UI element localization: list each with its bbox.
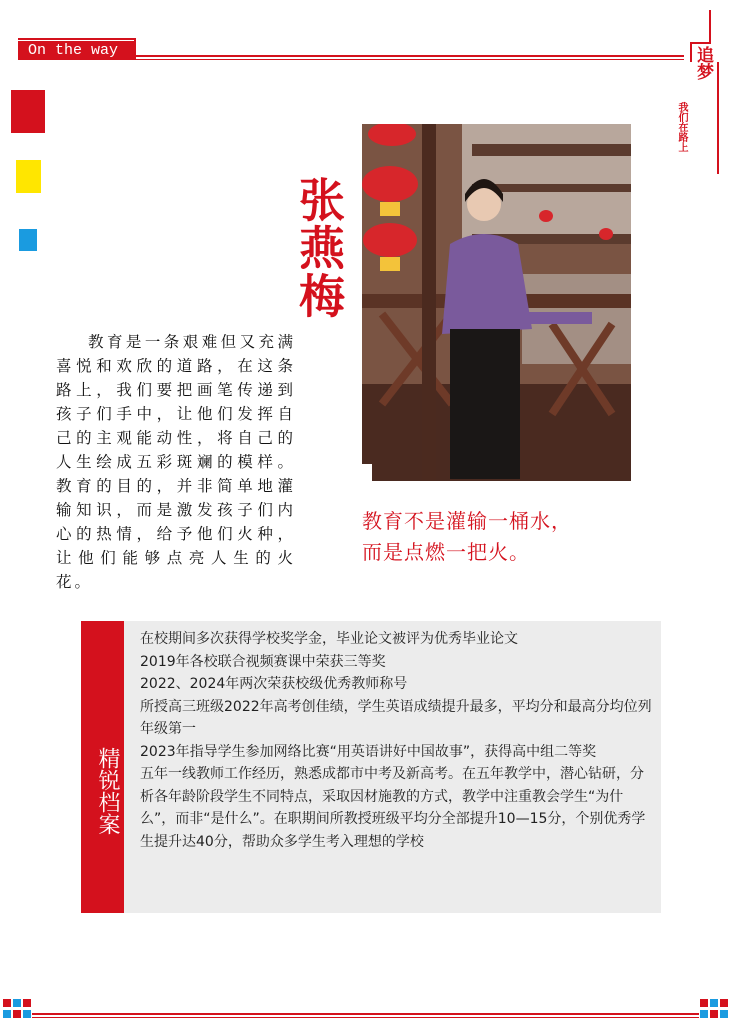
- achievements-list: [140, 628, 652, 853]
- teacher-photo: [362, 124, 631, 481]
- photo-illustration: [362, 124, 631, 481]
- bottom-right-ornament: [699, 998, 729, 1020]
- achievement-item: 2022、2024年两次荣获校级优秀教师称号: [140, 676, 408, 692]
- achievement-item: 在校期间多次获得学校奖学金，毕业论文被评为优秀毕业论文: [140, 631, 518, 647]
- achievement-item: 五年一线教师工作经历，熟悉成都市中考及新高考。在五年教学中，潜心钻研，分析各年龄阶段学生不同特点，采取因材施教的方式，教学中注重教会学生“为什么”，而非“是什么”。在职期间所教授班级平均分全部提升10—15分，个别优秀学生提升达40分，帮助众多学生考入理想的学校: [140, 766, 646, 850]
- right-top-line: [709, 10, 711, 42]
- vertical-subtitle: 我们在路上: [676, 102, 687, 152]
- header-tag: On the way: [18, 41, 134, 60]
- header-top-line: [18, 38, 136, 40]
- blue-square: [19, 229, 37, 251]
- motto-line-1: 教育不是灌输一桶水，: [362, 509, 572, 533]
- achievements-label: 精锐档案: [95, 747, 120, 835]
- red-square: [11, 90, 45, 133]
- achievement-item: 所授高三班级2022年高考创佳绩，学生英语成绩提升最多，平均分和最高分均位列年级第一: [140, 698, 652, 737]
- achievement-item: 2019年各校联合视频赛课中荣获三等奖: [140, 653, 386, 670]
- achievement-item: 2023年指导学生参加网络比赛“用英语讲好中国故事”，获得高中组二等奖: [140, 743, 597, 760]
- yellow-square: [16, 160, 41, 193]
- teacher-name: 张燕梅: [292, 176, 346, 320]
- right-side-line: [717, 62, 719, 174]
- motto-line-2: 而是点燃一把火。: [362, 540, 530, 564]
- achievements-label-bar: [81, 621, 124, 913]
- footer-line-thin: [30, 1017, 702, 1018]
- right-box-top: [690, 42, 711, 44]
- intro-paragraph: 教育是一条艰难但又充满喜悦和欢欣的道路，在这条路上，我们要把画笔传递到孩子们手中，让他们发挥自己的主观能动性，将自己的人生绘成五彩斑斓的模样。教育的目的，并非简单地灌输知识，而是激发孩子们内心的热情，给予他们火种，让他们能够点亮人生的火花。: [56, 333, 296, 591]
- bottom-left-ornament: [2, 998, 32, 1020]
- header-line: [136, 55, 684, 57]
- header-line-thin: [136, 59, 684, 60]
- footer-line: [30, 1013, 702, 1015]
- motto-quote: [362, 506, 662, 568]
- vertical-title: 追梦: [693, 46, 713, 80]
